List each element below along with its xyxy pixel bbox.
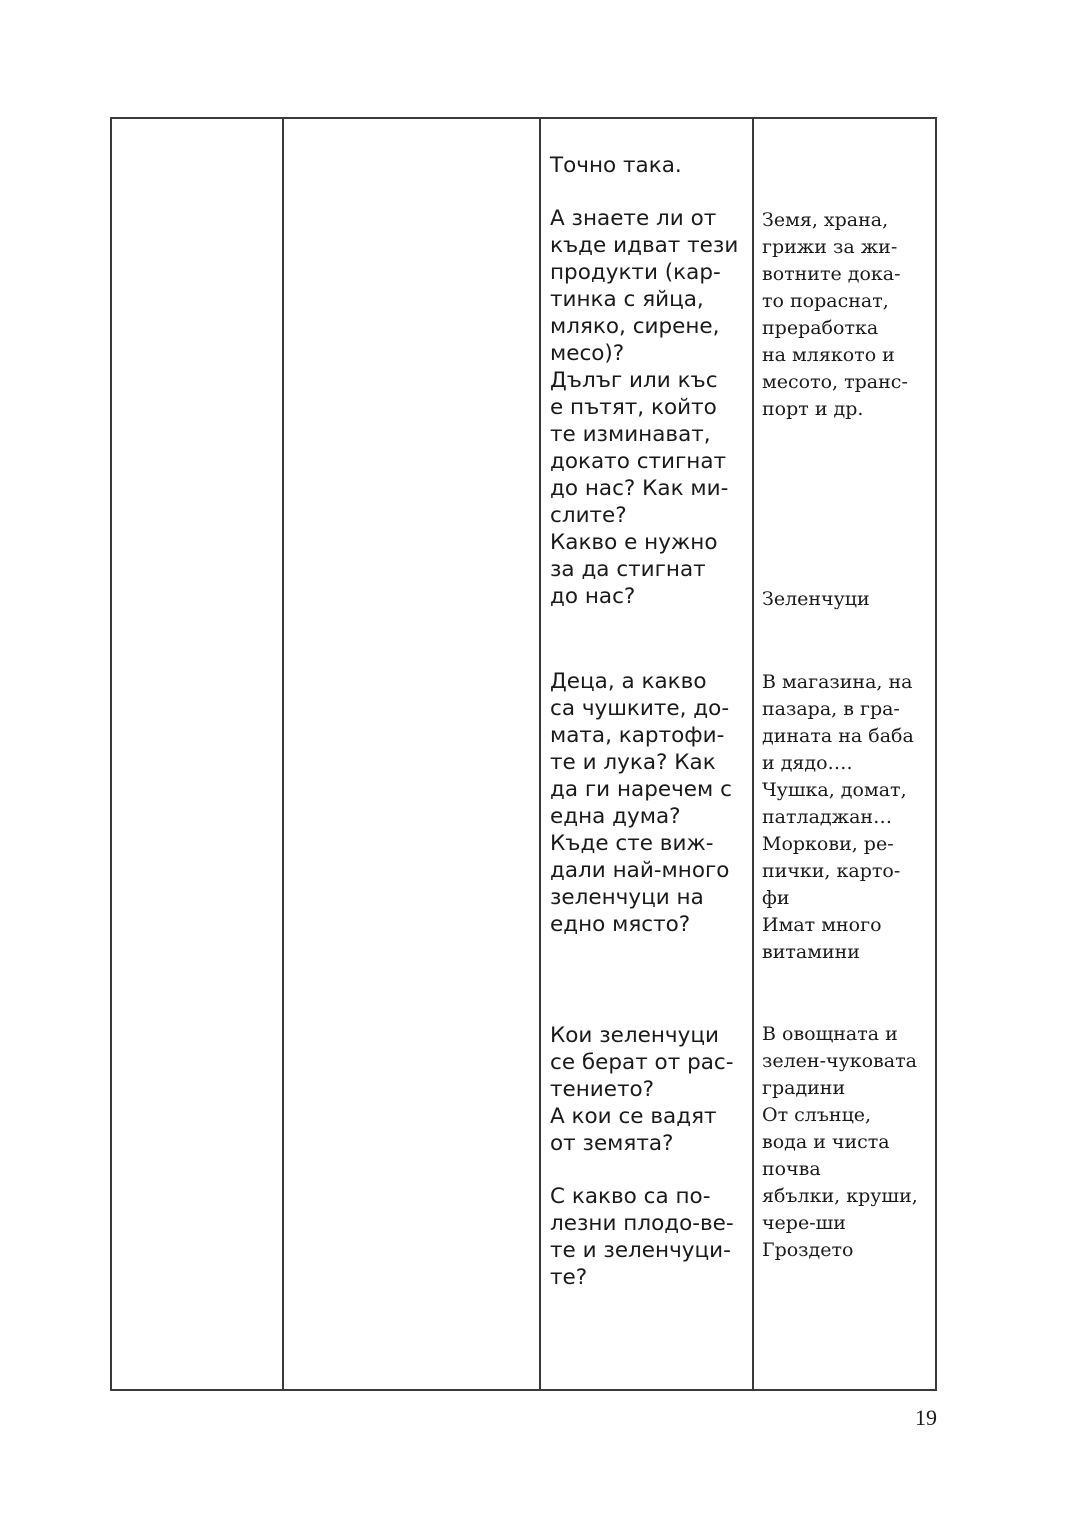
lesson-table <box>110 117 937 1391</box>
column-divider-2 <box>539 119 541 1389</box>
teacher-text-4: Кои зеленчуци се берат от рас- тението? А кои се вадят от земята? <box>550 1023 734 1156</box>
page-number: 19 <box>915 1405 937 1430</box>
column-divider-3 <box>752 119 754 1389</box>
teacher-text-2: А знаете ли от къде идват тези продукти (кар- тинка с яйца, мляко, сирене, месо)? Дълъг или къс е пътят, който те изминават, докато стигнат до нас? Как ми- слите? Какво е нужно за да стигнат до нас? <box>550 206 739 609</box>
teacher-text-3: Деца, а какво са чушките, до- мата, картофи- те и лука? Как да ги наречем с една дума? Къде сте виж- дали най-много зеленчуци на едно място? <box>550 669 732 937</box>
teacher-text-1: Точно така. <box>550 153 682 178</box>
teacher-text-5: С какво са по- лезни плодо-ве- те и зеленчуци- те? <box>550 1184 734 1290</box>
column-divider-1 <box>282 119 284 1389</box>
children-text-1: Земя, храна, грижи за жи- вотните дока- то пораснат, преработка на млякото и месото, транс- порт и др. <box>762 209 908 420</box>
children-text-2: Зеленчуци <box>762 588 870 610</box>
children-text-3: В магазина, на пазара, в гра- дината на баба и дядо…. Чушка, домат, патладжан… Моркови, ре- пички, карто- фи Имат много витамини <box>762 671 914 963</box>
children-text-4: В овощната и зелен-чуковата градини От слънце, вода и чиста почва ябълки, круши, чере-ши Гроздето <box>762 1023 918 1261</box>
